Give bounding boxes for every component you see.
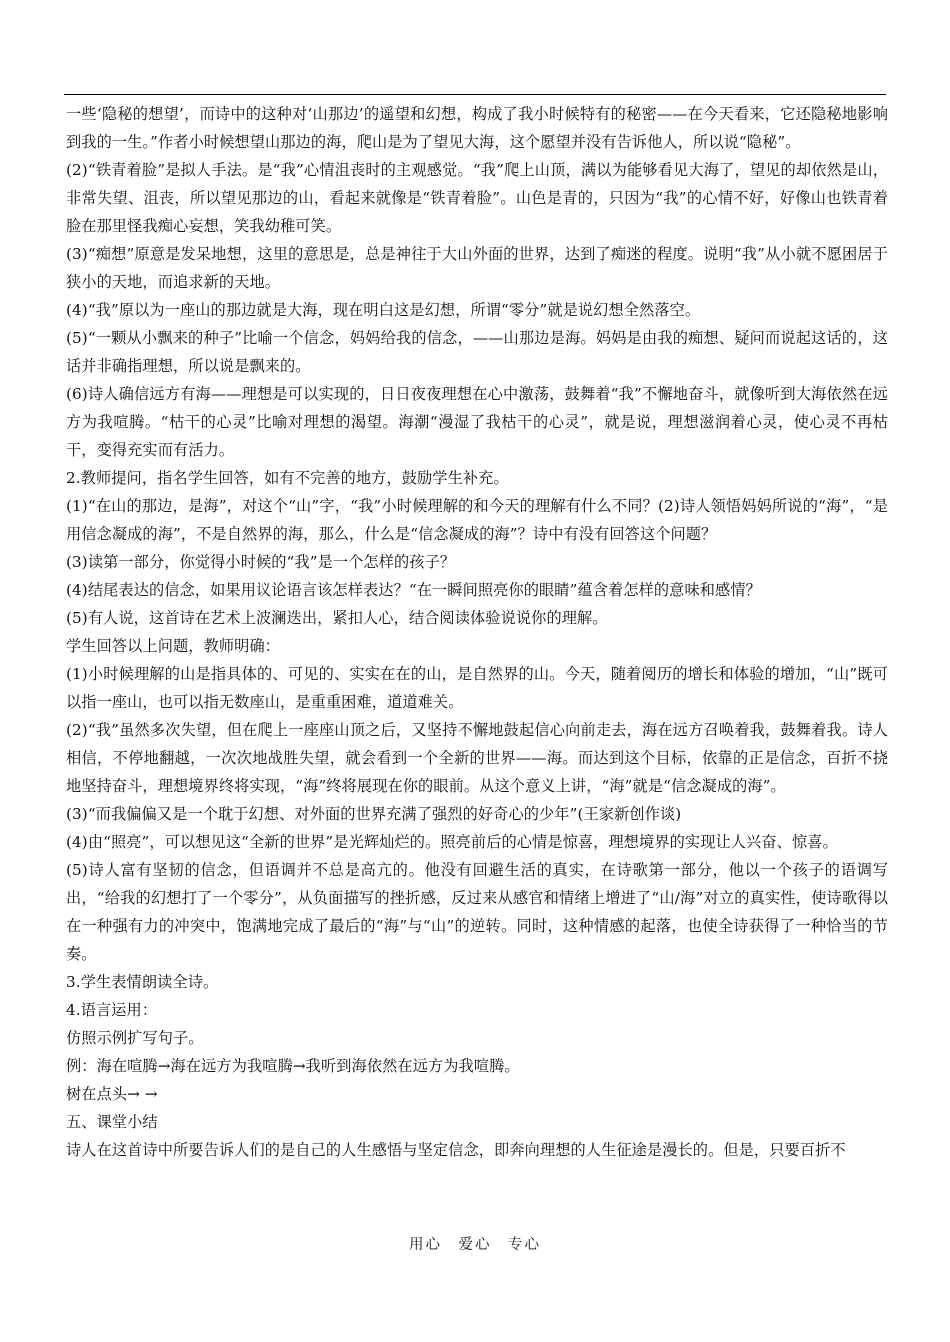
paragraph: (4)“我”原以为一座山的那边就是大海，现在明白这是幻想，所谓“零分”就是说幻想全然落空。 — [66, 301, 701, 319]
paragraph: (1)小时候理解的山是指具体的、可见的、实实在在的山，是自然界的山。今天，随着阅历的增长和体验的增加，“山”既可以指一座山，也可以指无数座山，是重重困难，道道难关。 — [66, 665, 888, 711]
paragraph: (5)诗人富有坚韧的信念，但语调并不总是高亢的。他没有回避生活的真实，在诗歌第一部分，他以一个孩子的语调写出，“给我的幻想打了一个零分”，从负面描写的挫折感，反过来从感官和情绪上增进了“山/海”对立的真实性，使诗歌得以在一种强有力的冲突中，饱满地完成了最后的“海”与“山”的逆转。同时，这种情感的起落，也使全诗获得了一种恰当的节奏。 — [66, 861, 888, 963]
paragraph: (4)由“照亮”，可以想见这“全新的世界”是光辉灿烂的。照亮前后的心情是惊喜，理想境界的实现让人兴奋、惊喜。 — [66, 833, 838, 851]
paragraph: (2)“铁青着脸”是拟人手法。是“我”心情沮丧时的主观感觉。“我”爬上山顶，满以为能够看见大海了，望见的却依然是山，非常失望、沮丧，所以望见那边的山，看起来就像是“铁青着脸”。山色是青的，只因为“我”的心情不好，好像山也铁青着脸在那里怪我痴心妄想，笑我幼稚可笑。 — [66, 161, 888, 235]
paragraph: (3)“痴想”原意是发呆地想，这里的意思是，总是神往于大山外面的世界，达到了痴迷的程度。说明“我”从小就不愿困居于狭小的天地，而追求新的天地。 — [66, 245, 888, 291]
paragraph: (1)“在山的那边，是海”，对这个“山”字，“我”小时候理解的和今天的理解有什么不同？(2)诗人领悟妈妈所说的“海”，“是用信念凝成的海”，不是自然界的海，那么，什么是“信念凝成的海”？诗中有没有回答这个问题？ — [66, 497, 888, 543]
paragraph: (3)读第一部分，你觉得小时候的“我”是一个怎样的孩子？ — [66, 553, 456, 571]
paragraph: (5)“一颗从小飘来的种子”比喻一个信念，妈妈给我的信念，——山那边是海。妈妈是由我的痴想、疑问而说起这话的，这话并非确指理想，所以说是飘来的。 — [66, 329, 888, 375]
document-body — [66, 100, 888, 1164]
paragraph: 2.教师提问，指名学生回答，如有不完善的地方，鼓励学生补充。 — [66, 469, 509, 487]
paragraph: (5)有人说，这首诗在艺术上波澜迭出，紧扣人心，结合阅读体验说说你的理解。 — [66, 609, 608, 627]
paragraph: 3.学生表情朗读全诗。 — [66, 973, 219, 991]
header-rule — [64, 94, 886, 95]
paragraph: 4.语言运用： — [66, 1001, 158, 1019]
paragraph: 一些‘隐秘的想望’，而诗中的这种对‘山那边’的遥望和幻想，构成了我小时候特有的秘密——在今天看来，它还隐秘地影响到我的一生。”作者小时候想望山那边的海，爬山是为了望见大海，这个愿望并没有告诉他人，所以说“隐秘”。 — [66, 105, 888, 151]
paragraph: 例：海在喧腾→海在远方为我喧腾→我听到海依然在远方为我喧腾。 — [66, 1057, 520, 1075]
page-footer: 用心 爱心 专心 — [409, 1237, 541, 1253]
paragraph: 树在点头→ → — [66, 1085, 158, 1103]
paragraph: 诗人在这首诗中所要告诉人们的是自己的人生感悟与坚定信念，即奔向理想的人生征途是漫长的。但是，只要百折不 — [66, 1141, 846, 1159]
paragraph: (4)结尾表达的信念，如果用议论语言该怎样表达？“在一瞬间照亮你的眼睛”蕴含着怎样的意味和感情？ — [66, 581, 761, 599]
section-heading: 五、课堂小结 — [66, 1113, 158, 1131]
paragraph: 学生回答以上问题，教师明确： — [66, 637, 281, 655]
paragraph: (2)“我”虽然多次失望，但在爬上一座座山顶之后，又坚持不懈地鼓起信心向前走去，海在远方召唤着我，鼓舞着我。诗人相信，不停地翻越，一次次地战胜失望，就会看到一个全新的世界——海。而达到这个目标，依靠的正是信念，百折不挠地坚持奋斗，理想境界终将实现，“海”终将展现在你的眼前。从这个意义上讲，“海”就是“信念凝成的海”。 — [66, 721, 888, 795]
paragraph: (6)诗人确信远方有海——理想是可以实现的，日日夜夜理想在心中激荡，鼓舞着“我”不懈地奋斗，就像听到大海依然在远方为我喧腾。“枯干的心灵”比喻对理想的渴望。海潮“漫湿了我枯干的心灵”，就是说，理想滋润着心灵，使心灵不再枯干，变得充实而有活力。 — [66, 385, 888, 459]
paragraph: 仿照示例扩写句子。 — [66, 1029, 204, 1047]
paragraph: (3)“而我偏偏又是一个耽于幻想、对外面的世界充满了强烈的好奇心的少年”(王家新创作谈) — [66, 805, 682, 823]
